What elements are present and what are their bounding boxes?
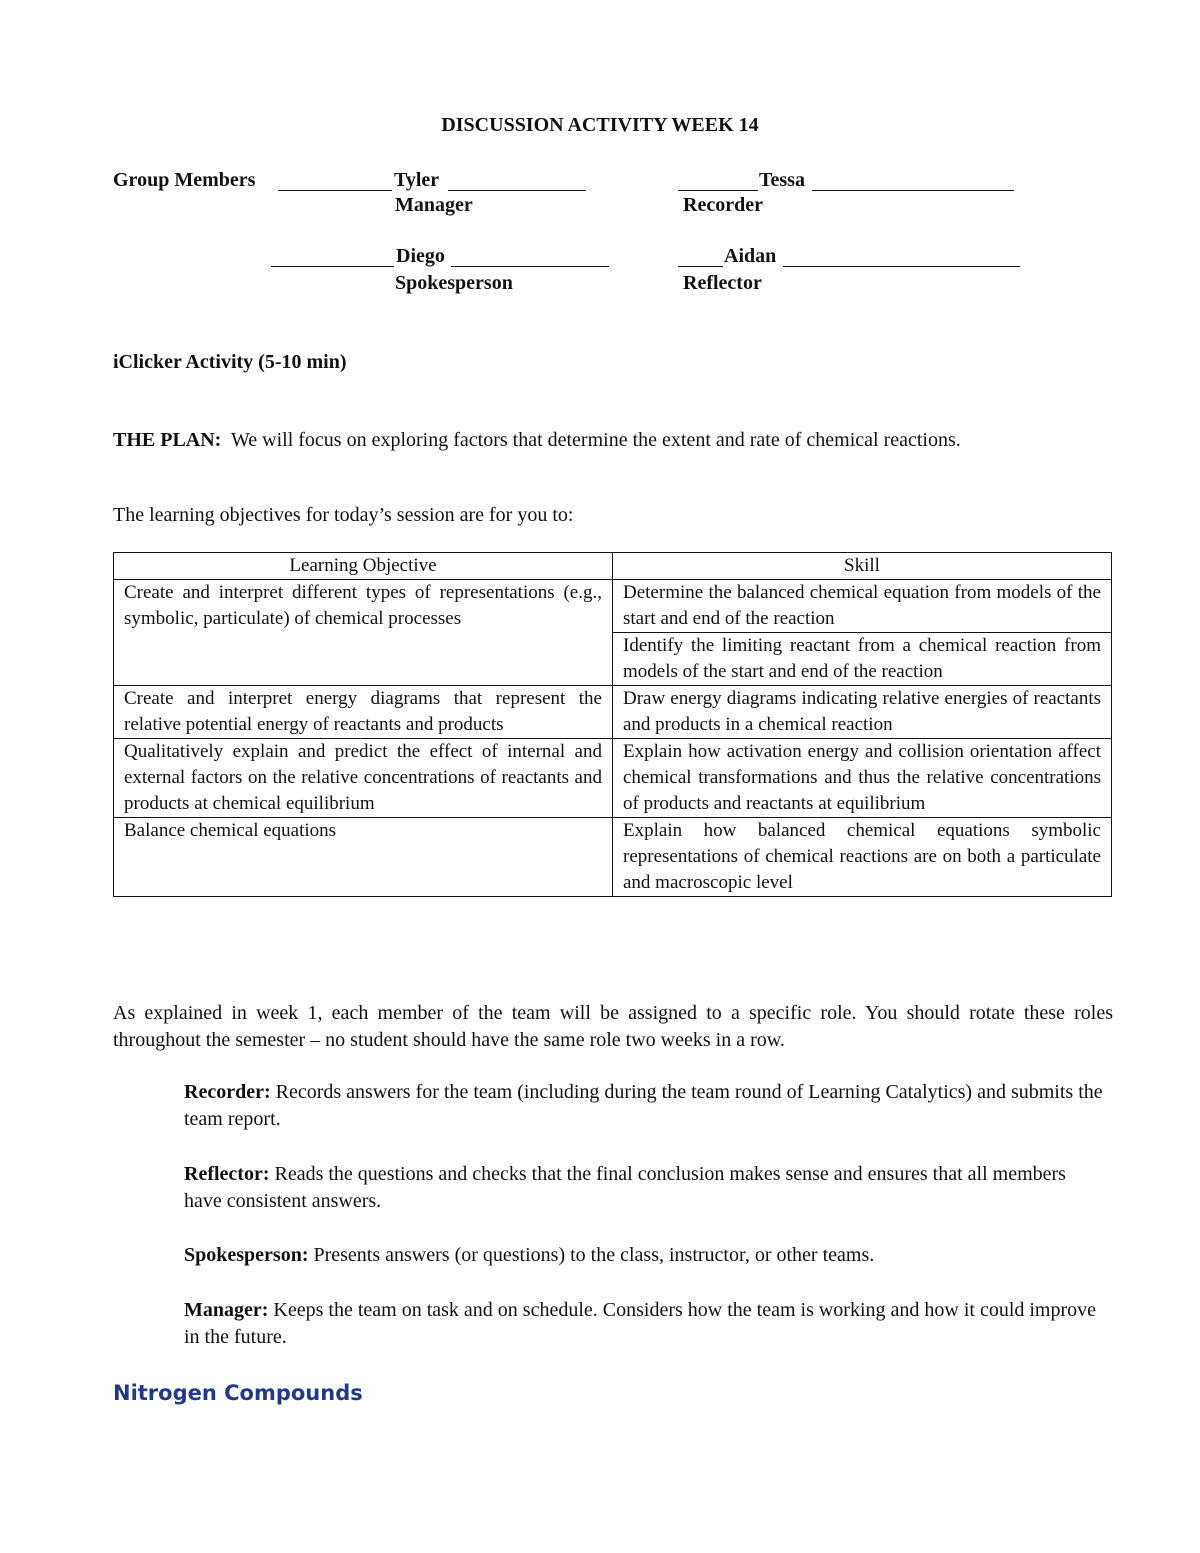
table-row xyxy=(114,686,1112,739)
table-row xyxy=(114,580,1112,633)
member-name: Aidan xyxy=(724,245,777,267)
role-item xyxy=(184,1297,1104,1351)
skill-cell: Determine the balanced chemical equation from models of the start and end of the reaction xyxy=(613,580,1112,633)
role-name: Reflector: xyxy=(184,1163,270,1185)
blank-line xyxy=(812,190,1014,191)
objective-cell: Create and interpret energy diagrams that represent the relative potential energy of reactants and products xyxy=(114,686,613,739)
role-item xyxy=(184,1242,1104,1269)
plan-label: THE PLAN: xyxy=(113,429,222,451)
member-role: Spokesperson xyxy=(395,272,513,294)
skill-cell: Explain how activation energy and collision orientation affect chemical transformations and thus the relative concentrations of products and reactants at equilibrium xyxy=(613,739,1112,818)
objective-cell: Create and interpret different types of representations (e.g., symbolic, particulate) of chemical processes xyxy=(114,580,613,686)
objectives-intro: The learning objectives for today’s session are for you to: xyxy=(113,504,574,526)
page-title: DISCUSSION ACTIVITY WEEK 14 xyxy=(441,114,759,136)
role-desc: Records answers for the team (including during the team round of Learning Catalytics) and submits the team report. xyxy=(184,1081,1103,1130)
objective-cell: Qualitatively explain and predict the effect of internal and external factors on the relative concentrations of reactants and products at chemical equilibrium xyxy=(114,739,613,818)
role-item xyxy=(184,1161,1104,1215)
skill-cell: Draw energy diagrams indicating relative energies of reactants and products in a chemical reaction xyxy=(613,686,1112,739)
objective-cell: Balance chemical equations xyxy=(114,818,613,897)
role-desc: Keeps the team on task and on schedule. Considers how the team is working and how it could improve in the future. xyxy=(184,1299,1097,1348)
roles-intro: As explained in week 1, each member of the team will be assigned to a specific role. You should rotate these roles throughout the semester – no student should have the same role two weeks in a row. xyxy=(113,1002,1113,1051)
table-row xyxy=(114,739,1112,818)
blank-line xyxy=(451,266,609,267)
blank-line xyxy=(678,266,723,267)
blank-line xyxy=(278,190,392,191)
role-desc: Reads the questions and checks that the final conclusion makes sense and ensures that all members have consistent answers. xyxy=(184,1163,1066,1212)
skill-cell: Identify the limiting reactant from a chemical reaction from models of the start and end of the reaction xyxy=(613,633,1112,686)
role-item xyxy=(184,1079,1114,1133)
column-header-skill: Skill xyxy=(613,553,1112,580)
member-name: Tyler xyxy=(394,169,440,191)
table-header-row xyxy=(114,553,1112,580)
role-name: Spokesperson: xyxy=(184,1244,309,1266)
member-role: Manager xyxy=(395,194,473,216)
plan-paragraph xyxy=(113,427,1043,454)
skill-cell: Explain how balanced chemical equations symbolic representations of chemical reactions are on both a particulate and macroscopic level xyxy=(613,818,1112,897)
column-header-objective: Learning Objective xyxy=(114,553,613,580)
member-name: Tessa xyxy=(759,169,805,191)
blank-line xyxy=(448,190,586,191)
member-role: Recorder xyxy=(683,194,763,216)
section-heading: Nitrogen Compounds xyxy=(113,1381,363,1405)
blank-line xyxy=(678,190,758,191)
plan-text: We will focus on exploring factors that determine the extent and rate of chemical reactions. xyxy=(230,429,961,451)
iclicker-heading: iClicker Activity (5-10 min) xyxy=(113,351,347,373)
table-row xyxy=(114,818,1112,897)
member-name: Diego xyxy=(396,245,445,267)
group-members-label: Group Members xyxy=(113,169,256,191)
role-desc: Presents answers (or questions) to the class, instructor, or other teams. xyxy=(313,1244,875,1266)
member-role: Reflector xyxy=(683,272,762,294)
role-name: Recorder: xyxy=(184,1081,271,1103)
blank-line xyxy=(783,266,1020,267)
objectives-table xyxy=(113,552,1112,897)
role-name: Manager: xyxy=(184,1299,269,1321)
blank-line xyxy=(271,266,394,267)
